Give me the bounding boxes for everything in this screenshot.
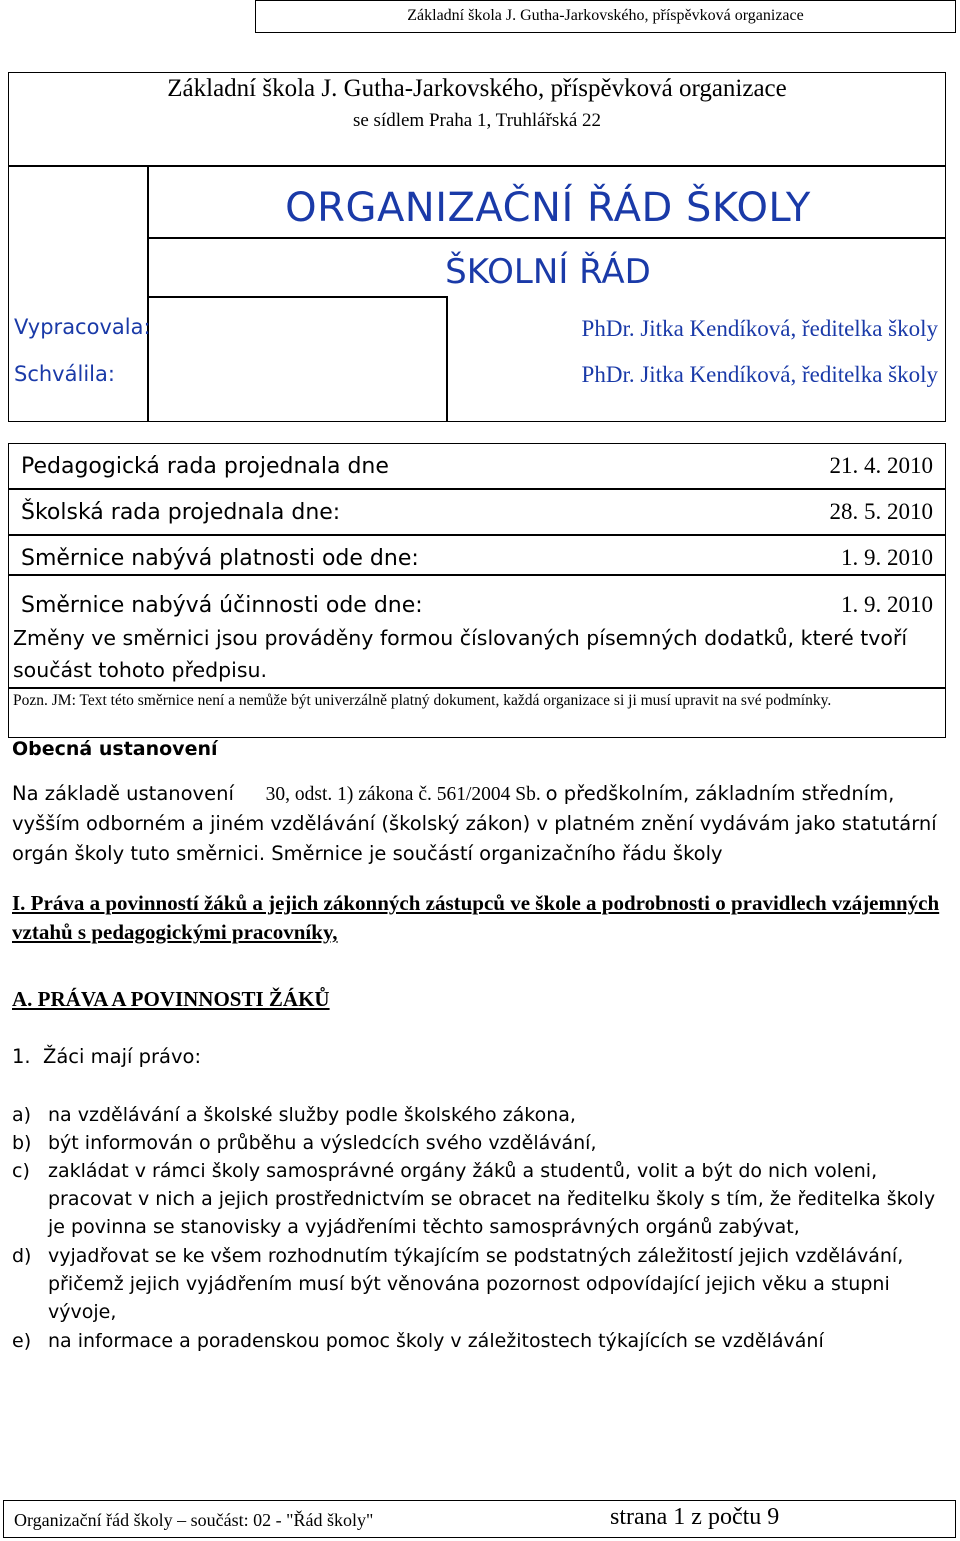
general-heading: Obecná ustanovení	[12, 738, 218, 760]
rights-item-c-text: zakládat v rámci školy samosprávné orgány žáků a studentů, volit a být do nich voleni, pracovat v nich a jejich prostřednictvím se obracet na ředitelku školy s tím, že ředitelka školy je povinna se stanovisky a vyjádřeními těchto samosprávných orgánů zabývat,	[48, 1160, 936, 1238]
left-column-line-2	[148, 296, 446, 298]
rights-item-a-label: a)	[12, 1104, 32, 1126]
value-column-line	[446, 296, 448, 422]
changes-note: Změny ve směrnici jsou prováděny formou číslovaných písemných dodatků, které tvoří součást tohoto předpisu.	[13, 626, 908, 682]
rights-intro: 1. Žáci mají právo:	[12, 1045, 202, 1068]
date-divider-4	[9, 687, 945, 689]
subtitle: ŠKOLNÍ ŘÁD	[445, 252, 651, 292]
date-row-1-value: 21. 4. 2010	[829, 453, 933, 478]
footer-left: Organizační řád školy – součást: 02 - "Řád školy"	[14, 1510, 374, 1530]
general-text-part2: 30, odst. 1) zákona č. 561/2004 Sb.	[265, 784, 541, 805]
date-row-1	[21, 444, 933, 488]
rights-item-e-label: e)	[12, 1330, 32, 1352]
rights-item-c-label: c)	[12, 1160, 30, 1182]
title-divider-1	[8, 165, 946, 167]
general-text	[12, 779, 942, 869]
date-row-2-value: 28. 5. 2010	[829, 499, 933, 524]
general-text-part1: Na základě ustanovení	[12, 782, 234, 805]
rights-item-e-text: na informace a poradenskou pomoc školy v záležitostech týkajících se vzdělávání	[48, 1330, 824, 1352]
prepared-value: PhDr. Jitka Kendíková, ředitelka školy	[581, 316, 938, 341]
rights-item-a	[12, 1101, 937, 1129]
rights-item-e	[12, 1327, 937, 1355]
pozn-note	[13, 690, 937, 711]
section-heading-text: I. Práva a povinností žáků a jejich zákonných zástupců ve škole a podrobnosti o pravidlech vzájemných vztahů s pedagogickými pracovníky,	[12, 891, 940, 944]
date-divider-3	[9, 574, 945, 576]
date-row-4-label: Směrnice nabývá účinnosti ode dne:	[21, 592, 423, 618]
running-header	[255, 0, 956, 33]
pozn-lead: Pozn.	[13, 692, 48, 709]
dates-table	[8, 443, 946, 738]
subsection-heading	[12, 987, 330, 1012]
rights-item-b-text: být informován o průběhu a výsledcích svého vzdělávání,	[48, 1132, 597, 1154]
date-row-3-label: Směrnice nabývá platnosti ode dne:	[21, 545, 419, 571]
school-seat: se sídlem Praha 1, Truhlářská 22	[352, 110, 602, 131]
subsection-heading-text: A. PRÁVA A POVINNOSTI ŽÁKŮ	[12, 987, 330, 1011]
approved-value: PhDr. Jitka Kendíková, ředitelka školy	[581, 362, 938, 387]
left-column-line-1	[147, 165, 149, 422]
main-title: ORGANIZAČNÍ ŘÁD ŠKOLY	[285, 185, 811, 231]
school-name: Základní škola J. Gutha-Jarkovského, příspěvková organizace	[167, 75, 787, 102]
rights-item-b	[12, 1129, 937, 1157]
rights-item-d-text: vyjadřovat se ke všem rozhodnutím týkajícím se podstatných záležitostí jejich vzdělávání, přičemž jejich vyjádřením musí být věnována pozornost odpovídající jejich věku a stupni vývoje,	[48, 1245, 904, 1323]
prepared-label: Vypracovala:	[14, 315, 151, 339]
approved-label: Schválila:	[14, 362, 115, 386]
date-row-3-value: 1. 9. 2010	[841, 545, 933, 570]
footer-right: strana 1 z počtu 9	[610, 1504, 780, 1530]
section-heading	[12, 889, 947, 947]
date-row-2	[21, 490, 933, 534]
rights-item-a-text: na vzdělávání a školské služby podle školského zákona,	[48, 1104, 576, 1126]
date-row-1-label: Pedagogická rada projednala dne	[21, 453, 389, 479]
date-row-2-label: Školská rada projednala dne:	[21, 499, 341, 525]
running-header-text: Základní škola J. Gutha-Jarkovského, příspěvková organizace	[407, 7, 804, 24]
rights-item-d-label: d)	[12, 1245, 32, 1267]
rights-item-b-label: b)	[12, 1132, 32, 1154]
date-row-4	[21, 583, 933, 627]
pozn-text: JM: Text této směrnice není a nemůže být univerzálně platný dokument, každá organizace si ji musí upravit na své podmínky.	[51, 692, 832, 709]
title-divider-2	[147, 237, 946, 239]
page-footer	[3, 1500, 956, 1538]
general-text-part3: o předškolním, základním středním, vyšším odborném a jiném vzdělávání (školský zákon) v platném znění vydávám jako statutární orgán školy tuto směrnici. Směrnice je součástí organizačního řádu školy	[12, 782, 937, 865]
rights-item-c	[12, 1157, 937, 1241]
rights-item-d	[12, 1242, 937, 1326]
date-row-4-value: 1. 9. 2010	[841, 592, 933, 617]
